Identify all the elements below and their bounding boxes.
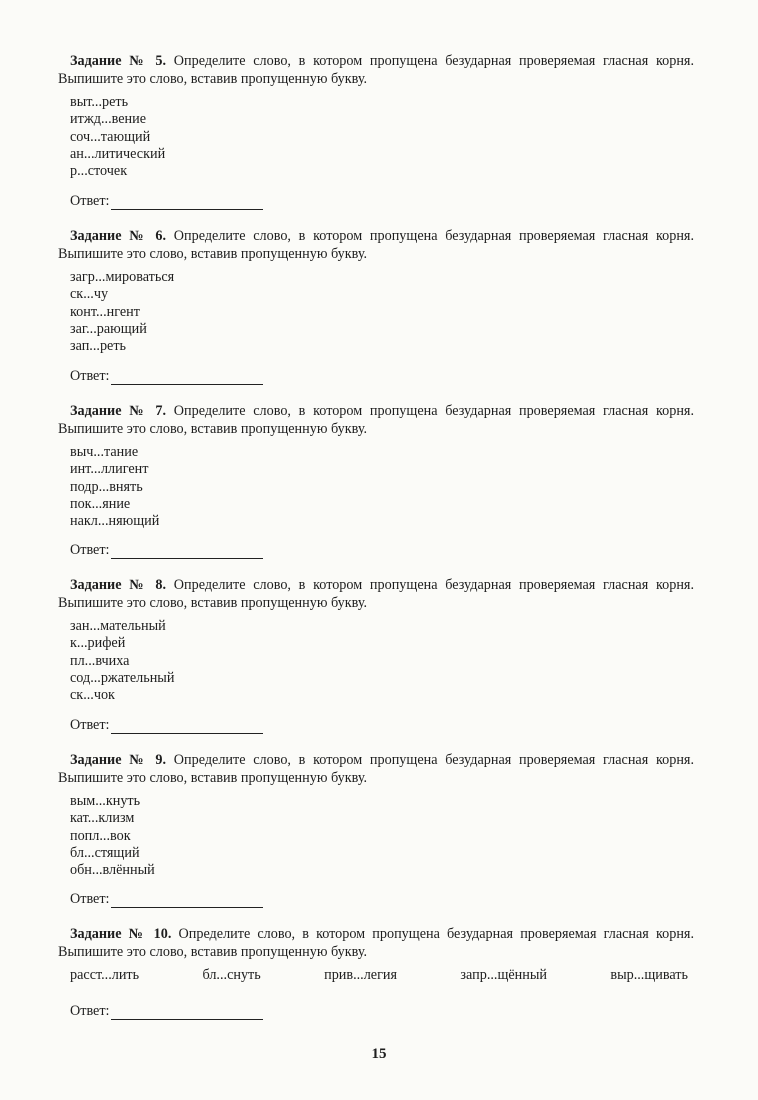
option-word: выч...тание (70, 444, 139, 460)
answer-label: Ответ: (70, 717, 110, 733)
task-instruction: Определите слово, в котором пропущена безударная проверяемая гласная корня. Выпишите это слово, вставив пропущенную букву. (58, 228, 694, 262)
option-word: инт...ллигент (70, 461, 149, 478)
option-word: выр...щивать (610, 967, 688, 983)
option-word: расст...лить (70, 967, 140, 983)
answer-blank[interactable] (111, 370, 263, 385)
option-word: бл...стящий (70, 844, 140, 861)
answer-row-10 (58, 1002, 694, 1020)
task-heading (58, 751, 694, 787)
option-word: прив...легия (324, 967, 398, 983)
answer-blank[interactable] (111, 544, 263, 559)
option-word: заг...рающий (70, 320, 147, 337)
option-word: кат...клизм (70, 810, 135, 827)
option-word: р...сточек (70, 163, 128, 180)
task-9 (58, 751, 694, 879)
answer-row-9 (58, 890, 694, 908)
option-word: зап...реть (70, 338, 127, 355)
option-word: зан...мательный (70, 618, 166, 634)
answer-row-6 (58, 367, 694, 385)
task-number: Задание № 6. (70, 228, 167, 244)
option-word: подр...внять (70, 478, 143, 495)
task-7 (58, 402, 694, 530)
answer-label: Ответ: (70, 193, 110, 209)
options-list (70, 444, 694, 530)
task-6 (58, 227, 694, 355)
task-number: Задание № 10. (70, 926, 172, 942)
task-heading (58, 925, 694, 961)
option-word: соч...тающий (70, 128, 151, 145)
answer-label: Ответ: (70, 891, 110, 907)
option-word: пл...вчиха (70, 652, 130, 669)
answer-blank[interactable] (111, 1005, 263, 1020)
answer-label: Ответ: (70, 368, 110, 384)
options-list (70, 793, 694, 879)
options-list (70, 94, 694, 180)
answer-blank[interactable] (111, 195, 263, 210)
option-word: попл...вок (70, 827, 131, 844)
answer-row-5 (58, 192, 694, 210)
option-word: обн...влённый (70, 862, 155, 879)
option-word: ск...чу (70, 286, 109, 303)
task-number: Задание № 9. (70, 752, 167, 768)
answer-label: Ответ: (70, 542, 110, 558)
option-word: выт...реть (70, 94, 129, 110)
answer-label: Ответ: (70, 1003, 110, 1019)
option-word: вым...кнуть (70, 793, 141, 809)
options-list (70, 269, 694, 355)
task-number: Задание № 5. (70, 53, 167, 69)
task-number: Задание № 8. (70, 577, 167, 593)
option-word: ан...литический (70, 145, 166, 162)
option-word: накл...няющий (70, 513, 160, 530)
option-word: ск...чок (70, 687, 115, 704)
option-word: сод...ржательный (70, 669, 175, 686)
options-list (70, 618, 694, 704)
page-number: 15 (371, 1046, 387, 1062)
option-word: конт...нгент (70, 303, 140, 320)
task-number: Задание № 7. (70, 403, 167, 419)
option-word: к...рифей (70, 635, 126, 652)
task-heading (58, 402, 694, 438)
task-instruction: Определите слово, в котором пропущена безударная проверяемая гласная корня. Выпишите это слово, вставив пропущенную букву. (58, 926, 694, 960)
task-heading (58, 52, 694, 88)
option-word: итжд...вение (70, 111, 147, 128)
task-heading (58, 227, 694, 263)
option-word: бл...снуть (202, 967, 261, 983)
option-word: пок...яние (70, 495, 131, 512)
task-instruction: Определите слово, в котором пропущена безударная проверяемая гласная корня. Выпишите это слово, вставив пропущенную букву. (58, 53, 694, 87)
task-heading (58, 576, 694, 612)
answer-blank[interactable] (111, 893, 263, 908)
answer-blank[interactable] (111, 719, 263, 734)
task-5 (58, 52, 694, 180)
task-instruction: Определите слово, в котором пропущена безударная проверяемая гласная корня. Выпишите это слово, вставив пропущенную букву. (58, 752, 694, 786)
task-instruction: Определите слово, в котором пропущена безударная проверяемая гласная корня. Выпишите это слово, вставив пропущенную букву. (58, 403, 694, 437)
option-word: запр...щённый (460, 967, 547, 983)
task-8 (58, 576, 694, 704)
options-row (70, 967, 688, 984)
task-10 (58, 925, 694, 984)
answer-row-8 (58, 716, 694, 734)
option-word: загр...мироваться (70, 269, 175, 285)
task-instruction: Определите слово, в котором пропущена безударная проверяемая гласная корня. Выпишите это слово, вставив пропущенную букву. (58, 577, 694, 611)
answer-row-7 (58, 541, 694, 559)
